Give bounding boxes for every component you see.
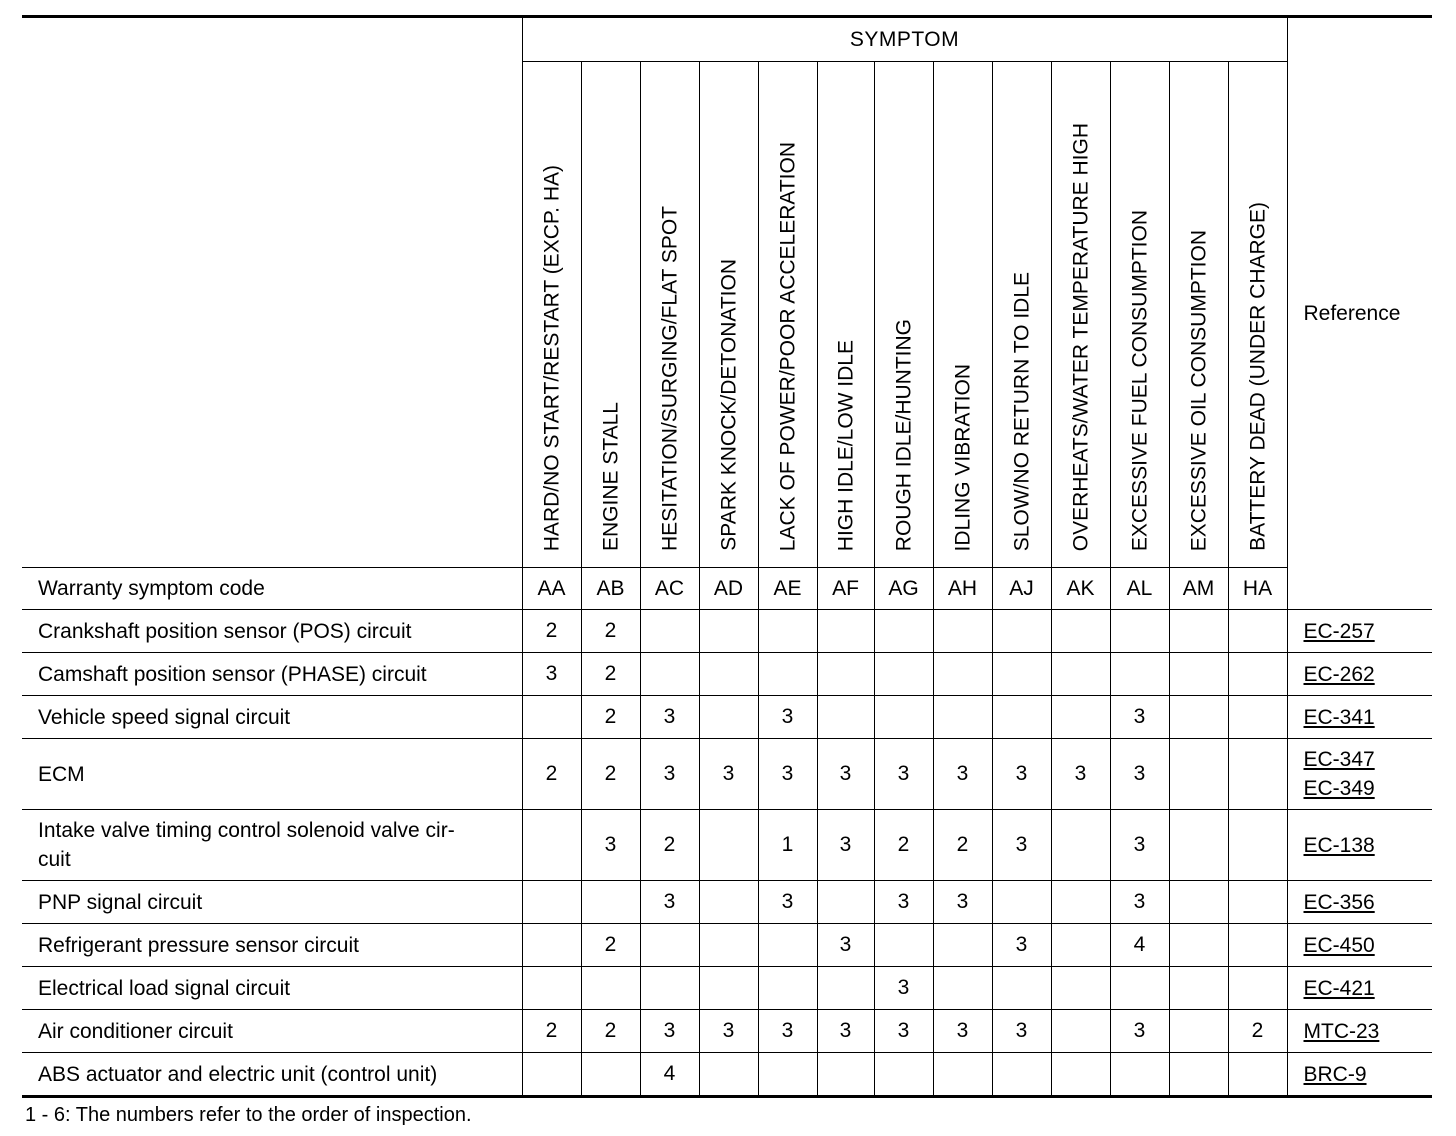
inspection-order-cell bbox=[992, 610, 1051, 653]
inspection-order-cell bbox=[1169, 610, 1228, 653]
inspection-order-cell: 3 bbox=[640, 696, 699, 739]
row-label: ECM bbox=[22, 739, 522, 810]
inspection-order-cell: 3 bbox=[874, 967, 933, 1010]
inspection-order-cell: 3 bbox=[1110, 1010, 1169, 1053]
reference-cell bbox=[1287, 924, 1432, 967]
inspection-order-cell: 3 bbox=[1110, 696, 1169, 739]
reference-cell bbox=[1287, 696, 1432, 739]
inspection-order-cell bbox=[992, 881, 1051, 924]
symptom-column-header bbox=[1110, 62, 1169, 568]
warranty-code-cell: AB bbox=[581, 568, 640, 610]
inspection-order-cell bbox=[699, 653, 758, 696]
reference-cell bbox=[1287, 739, 1432, 810]
inspection-order-cell: 2 bbox=[933, 810, 992, 881]
reference-link[interactable]: EC-347 bbox=[1303, 748, 1375, 771]
symptom-column-header bbox=[522, 62, 581, 568]
inspection-order-cell bbox=[933, 653, 992, 696]
reference-cell bbox=[1287, 610, 1432, 653]
row-label: Camshaft position sensor (PHASE) circuit bbox=[22, 653, 522, 696]
symptom-header: SYMPTOM bbox=[522, 17, 1287, 62]
inspection-order-cell: 3 bbox=[933, 881, 992, 924]
row-label: Electrical load signal circuit bbox=[22, 967, 522, 1010]
table-row bbox=[22, 1053, 1432, 1097]
table-row bbox=[22, 696, 1432, 739]
inspection-order-cell bbox=[640, 924, 699, 967]
symptom-column-header bbox=[581, 62, 640, 568]
inspection-order-cell bbox=[1228, 696, 1287, 739]
symptom-name: IDLING VIBRATION bbox=[951, 363, 974, 551]
inspection-order-cell bbox=[817, 967, 874, 1010]
inspection-order-cell bbox=[992, 696, 1051, 739]
warranty-code-cell: AJ bbox=[992, 568, 1051, 610]
inspection-order-cell: 3 bbox=[933, 739, 992, 810]
inspection-order-cell bbox=[1228, 881, 1287, 924]
reference-cell bbox=[1287, 1053, 1432, 1097]
inspection-order-cell bbox=[933, 967, 992, 1010]
inspection-order-cell: 3 bbox=[758, 881, 817, 924]
inspection-order-cell: 2 bbox=[581, 739, 640, 810]
table-row bbox=[22, 924, 1432, 967]
inspection-order-cell bbox=[817, 696, 874, 739]
inspection-order-cell: 3 bbox=[874, 739, 933, 810]
inspection-order-cell bbox=[1169, 653, 1228, 696]
symptom-name: OVERHEATS/WATER TEMPERATURE HIGH bbox=[1069, 122, 1092, 551]
inspection-order-cell bbox=[522, 1053, 581, 1097]
warranty-code-cell: AK bbox=[1051, 568, 1110, 610]
inspection-order-cell: 3 bbox=[1110, 810, 1169, 881]
table-row bbox=[22, 881, 1432, 924]
table-row bbox=[22, 653, 1432, 696]
inspection-order-cell bbox=[758, 653, 817, 696]
inspection-order-cell: 3 bbox=[640, 739, 699, 810]
inspection-order-cell bbox=[1228, 739, 1287, 810]
symptom-name: SLOW/NO RETURN TO IDLE bbox=[1010, 271, 1033, 551]
inspection-order-cell bbox=[933, 1053, 992, 1097]
table-row bbox=[22, 739, 1432, 810]
inspection-order-cell bbox=[1228, 1053, 1287, 1097]
warranty-code-cell: AA bbox=[522, 568, 581, 610]
table-row bbox=[22, 810, 1432, 881]
inspection-order-cell: 4 bbox=[1110, 924, 1169, 967]
inspection-order-cell bbox=[1051, 653, 1110, 696]
inspection-order-cell bbox=[699, 696, 758, 739]
warranty-code-cell: AD bbox=[699, 568, 758, 610]
inspection-order-cell: 3 bbox=[992, 810, 1051, 881]
reference-link[interactable]: EC-356 bbox=[1303, 890, 1375, 914]
symptom-column-header bbox=[992, 62, 1051, 568]
inspection-order-cell bbox=[1051, 881, 1110, 924]
symptom-name: SPARK KNOCK/DETONATION bbox=[717, 259, 740, 551]
inspection-order-cell: 3 bbox=[758, 1010, 817, 1053]
inspection-order-cell bbox=[992, 1053, 1051, 1097]
inspection-order-cell: 3 bbox=[699, 739, 758, 810]
inspection-order-cell bbox=[1110, 1053, 1169, 1097]
inspection-order-cell bbox=[522, 696, 581, 739]
inspection-order-cell bbox=[581, 881, 640, 924]
inspection-order-cell bbox=[758, 967, 817, 1010]
reference-link[interactable]: EC-421 bbox=[1303, 976, 1375, 1000]
reference-link[interactable]: EC-349 bbox=[1303, 777, 1375, 800]
warranty-code-cell: HA bbox=[1228, 568, 1287, 610]
inspection-order-cell bbox=[581, 967, 640, 1010]
inspection-order-cell bbox=[992, 967, 1051, 1010]
warranty-code-cell: AM bbox=[1169, 568, 1228, 610]
inspection-order-cell: 3 bbox=[874, 881, 933, 924]
inspection-order-cell bbox=[1051, 1053, 1110, 1097]
inspection-order-cell: 3 bbox=[758, 739, 817, 810]
inspection-rows bbox=[22, 610, 1432, 1097]
inspection-order-cell bbox=[1169, 1010, 1228, 1053]
inspection-order-cell bbox=[1051, 610, 1110, 653]
symptom-name: EXCESSIVE FUEL CONSUMPTION bbox=[1128, 209, 1151, 551]
inspection-order-cell bbox=[1051, 924, 1110, 967]
inspection-order-cell: 2 bbox=[581, 653, 640, 696]
reference-link[interactable]: MTC-23 bbox=[1303, 1019, 1380, 1043]
symptom-name: EXCESSIVE OIL CONSUMPTION bbox=[1187, 229, 1210, 551]
inspection-order-cell bbox=[522, 924, 581, 967]
warranty-code-label: Warranty symptom code bbox=[22, 568, 522, 610]
reference-link[interactable]: EC-257 bbox=[1303, 619, 1375, 643]
inspection-order-cell bbox=[1051, 967, 1110, 1010]
inspection-order-cell bbox=[1169, 881, 1228, 924]
inspection-order-cell bbox=[640, 967, 699, 1010]
inspection-order-cell bbox=[1051, 696, 1110, 739]
symptom-name: HESITATION/SURGING/FLAT SPOT bbox=[658, 206, 681, 551]
inspection-order-cell: 3 bbox=[817, 1010, 874, 1053]
reference-header: Reference bbox=[1287, 17, 1432, 610]
inspection-order-cell: 2 bbox=[640, 810, 699, 881]
inspection-order-cell bbox=[874, 1053, 933, 1097]
inspection-order-cell: 2 bbox=[581, 924, 640, 967]
inspection-order-cell bbox=[1169, 1053, 1228, 1097]
inspection-order-cell bbox=[522, 881, 581, 924]
inspection-order-cell bbox=[1169, 696, 1228, 739]
reference-link[interactable]: EC-341 bbox=[1303, 705, 1375, 729]
inspection-order-cell bbox=[817, 653, 874, 696]
inspection-order-cell bbox=[817, 610, 874, 653]
row-label: Intake valve timing control solenoid valve cir- cuit bbox=[22, 810, 522, 881]
inspection-order-cell bbox=[1110, 653, 1169, 696]
inspection-order-cell bbox=[1169, 967, 1228, 1010]
row-label: Refrigerant pressure sensor circuit bbox=[22, 924, 522, 967]
inspection-order-cell bbox=[874, 653, 933, 696]
inspection-order-cell bbox=[699, 967, 758, 1010]
inspection-order-cell bbox=[1169, 810, 1228, 881]
reference-link[interactable]: EC-262 bbox=[1303, 662, 1375, 686]
inspection-order-cell bbox=[874, 610, 933, 653]
inspection-order-cell: 4 bbox=[640, 1053, 699, 1097]
inspection-order-cell: 3 bbox=[817, 924, 874, 967]
row-label: Vehicle speed signal circuit bbox=[22, 696, 522, 739]
inspection-order-cell bbox=[758, 924, 817, 967]
warranty-code-cell: AC bbox=[640, 568, 699, 610]
row-label: Crankshaft position sensor (POS) circuit bbox=[22, 610, 522, 653]
inspection-order-cell: 3 bbox=[1110, 739, 1169, 810]
inspection-order-cell: 3 bbox=[992, 739, 1051, 810]
warranty-code-row bbox=[22, 568, 1432, 610]
warranty-code-cell: AG bbox=[874, 568, 933, 610]
inspection-order-cell bbox=[874, 696, 933, 739]
inspection-order-cell: 2 bbox=[581, 1010, 640, 1053]
symptom-column-header bbox=[640, 62, 699, 568]
symptom-name: BATTERY DEAD (UNDER CHARGE) bbox=[1246, 202, 1269, 551]
corner-cell bbox=[22, 17, 522, 568]
reference-cell bbox=[1287, 653, 1432, 696]
inspection-order-cell: 2 bbox=[522, 739, 581, 810]
inspection-order-cell: 3 bbox=[581, 810, 640, 881]
symptom-name: LACK OF POWER/POOR ACCELERATION bbox=[776, 141, 799, 551]
symptom-column-header bbox=[758, 62, 817, 568]
inspection-order-cell bbox=[933, 610, 992, 653]
inspection-order-cell bbox=[699, 610, 758, 653]
inspection-order-cell bbox=[1051, 1010, 1110, 1053]
footnote: 1 - 6: The numbers refer to the order of inspection. bbox=[25, 1104, 472, 1126]
inspection-order-cell: 3 bbox=[1051, 739, 1110, 810]
inspection-order-cell: 2 bbox=[581, 696, 640, 739]
symptom-column-header bbox=[1169, 62, 1228, 568]
inspection-order-cell: 3 bbox=[640, 1010, 699, 1053]
inspection-order-cell bbox=[1169, 739, 1228, 810]
inspection-order-cell bbox=[1228, 924, 1287, 967]
inspection-order-cell bbox=[817, 1053, 874, 1097]
inspection-order-cell: 2 bbox=[1228, 1010, 1287, 1053]
table-row bbox=[22, 967, 1432, 1010]
symptom-name: HARD/NO START/RESTART (EXCP. HA) bbox=[540, 164, 563, 551]
inspection-order-cell bbox=[1228, 610, 1287, 653]
reference-cell bbox=[1287, 810, 1432, 881]
symptom-name: ENGINE STALL bbox=[599, 402, 622, 551]
warranty-code-cell: AE bbox=[758, 568, 817, 610]
inspection-order-cell bbox=[699, 924, 758, 967]
symptom-header-row bbox=[22, 17, 1432, 62]
inspection-order-cell bbox=[1228, 810, 1287, 881]
symptom-column-header bbox=[1228, 62, 1287, 568]
inspection-order-cell: 1 bbox=[758, 810, 817, 881]
symptom-column-header bbox=[699, 62, 758, 568]
reference-link[interactable]: BRC-9 bbox=[1303, 1062, 1367, 1086]
inspection-order-cell bbox=[581, 1053, 640, 1097]
symptom-matrix-table bbox=[22, 15, 1432, 1098]
inspection-order-cell bbox=[1228, 653, 1287, 696]
symptom-column-header bbox=[817, 62, 874, 568]
inspection-order-cell bbox=[758, 1053, 817, 1097]
inspection-order-cell bbox=[933, 924, 992, 967]
inspection-order-cell bbox=[699, 1053, 758, 1097]
inspection-order-cell bbox=[699, 810, 758, 881]
warranty-code-cell: AF bbox=[817, 568, 874, 610]
inspection-order-cell: 3 bbox=[758, 696, 817, 739]
inspection-order-cell bbox=[1228, 967, 1287, 1010]
inspection-order-cell: 3 bbox=[992, 1010, 1051, 1053]
inspection-order-cell: 3 bbox=[640, 881, 699, 924]
inspection-order-cell bbox=[522, 810, 581, 881]
inspection-order-cell bbox=[1110, 610, 1169, 653]
inspection-order-cell: 2 bbox=[581, 610, 640, 653]
symptom-column-header bbox=[1051, 62, 1110, 568]
inspection-order-cell bbox=[522, 967, 581, 1010]
inspection-order-cell bbox=[699, 881, 758, 924]
symptom-name: ROUGH IDLE/HUNTING bbox=[892, 318, 915, 551]
warranty-code-cell: AL bbox=[1110, 568, 1169, 610]
inspection-order-cell: 3 bbox=[874, 1010, 933, 1053]
inspection-order-cell bbox=[874, 924, 933, 967]
inspection-order-cell bbox=[1051, 810, 1110, 881]
symptom-name: HIGH IDLE/LOW IDLE bbox=[834, 339, 857, 551]
symptom-column-header bbox=[933, 62, 992, 568]
inspection-order-cell bbox=[758, 610, 817, 653]
reference-cell bbox=[1287, 967, 1432, 1010]
inspection-order-cell: 3 bbox=[817, 810, 874, 881]
inspection-order-cell: 3 bbox=[817, 739, 874, 810]
inspection-order-cell bbox=[933, 696, 992, 739]
inspection-order-cell bbox=[1110, 967, 1169, 1010]
warranty-code-cell: AH bbox=[933, 568, 992, 610]
reference-link[interactable]: EC-138 bbox=[1303, 833, 1375, 857]
row-label: ABS actuator and electric unit (control unit) bbox=[22, 1053, 522, 1097]
inspection-order-cell bbox=[817, 881, 874, 924]
inspection-order-cell: 2 bbox=[874, 810, 933, 881]
row-label: Air conditioner circuit bbox=[22, 1010, 522, 1053]
inspection-order-cell: 3 bbox=[522, 653, 581, 696]
inspection-order-cell: 2 bbox=[522, 610, 581, 653]
inspection-order-cell: 3 bbox=[933, 1010, 992, 1053]
inspection-order-cell bbox=[1169, 924, 1228, 967]
row-label: PNP signal circuit bbox=[22, 881, 522, 924]
inspection-order-cell: 3 bbox=[699, 1010, 758, 1053]
reference-cell bbox=[1287, 881, 1432, 924]
inspection-order-cell bbox=[640, 653, 699, 696]
table-row bbox=[22, 1010, 1432, 1053]
inspection-order-cell: 3 bbox=[992, 924, 1051, 967]
table-row bbox=[22, 610, 1432, 653]
symptom-column-header bbox=[874, 62, 933, 568]
inspection-order-cell bbox=[992, 653, 1051, 696]
inspection-order-cell bbox=[640, 610, 699, 653]
inspection-order-cell: 2 bbox=[522, 1010, 581, 1053]
reference-cell bbox=[1287, 1010, 1432, 1053]
inspection-order-cell: 3 bbox=[1110, 881, 1169, 924]
reference-link[interactable]: EC-450 bbox=[1303, 933, 1375, 957]
